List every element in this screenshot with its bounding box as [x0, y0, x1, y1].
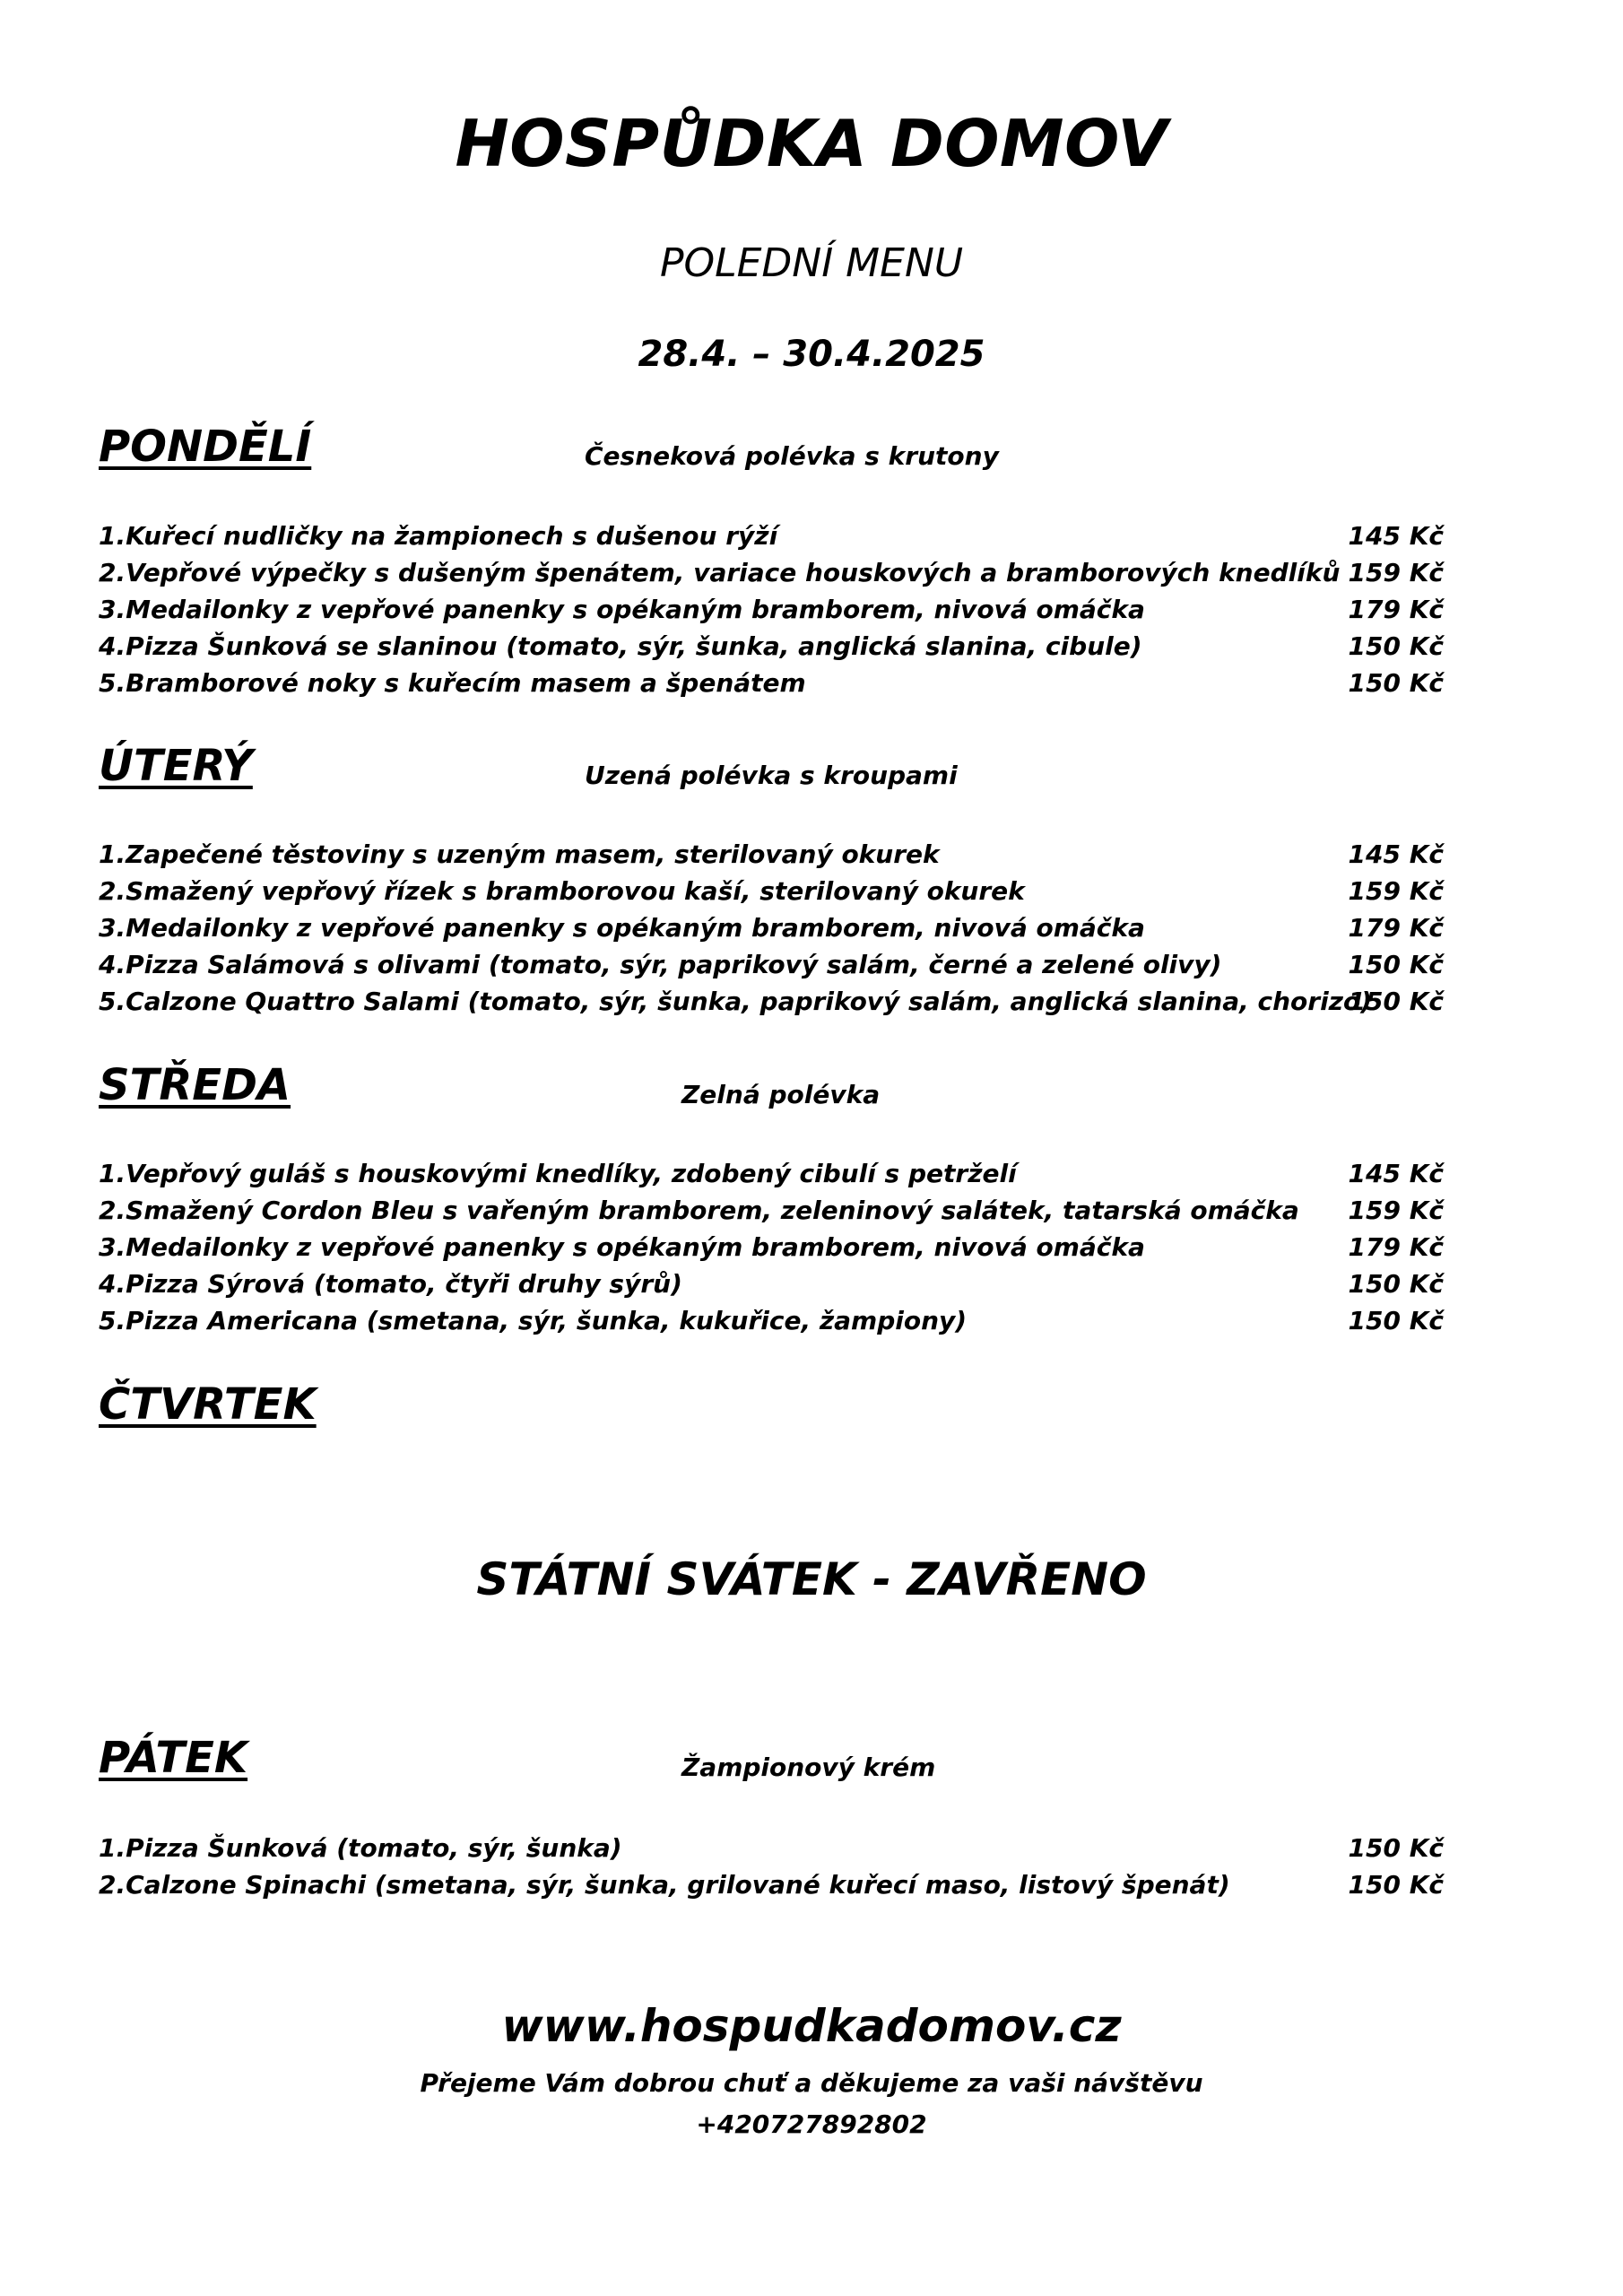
item-name: 2.Smažený vepřový řízek s bramborovou kaší, sterilovaný okurek — [99, 876, 1025, 906]
soup-friday: Žampionový krém — [681, 1752, 936, 1782]
menu-item — [99, 1155, 1444, 1192]
item-name: 1.Kuřecí nudličky na žampionech s dušenou rýží — [99, 521, 778, 551]
item-name: 4.Pizza Sýrová (tomato, čtyři druhy sýrů) — [99, 1269, 682, 1299]
menu-item — [99, 665, 1444, 701]
item-name: 2.Calzone Spinachi (smetana, sýr, šunka, grilované kuřecí maso, listový špenát) — [99, 1870, 1230, 1900]
menu-item — [99, 946, 1444, 983]
item-name: 5.Bramborové noky s kuřecím masem a špenátem — [99, 668, 806, 698]
soup-monday: Česneková polévka s krutony — [585, 441, 999, 471]
menu-item — [99, 628, 1444, 665]
day-heading-thursday: ČTVRTEK — [99, 1379, 317, 1430]
item-price: 150 Kč — [1348, 631, 1444, 661]
item-price: 179 Kč — [1348, 595, 1444, 624]
menu-list-monday — [99, 517, 1444, 701]
menu-item — [99, 909, 1444, 946]
menu-item — [99, 836, 1444, 873]
soup-wednesday: Zelná polévka — [681, 1080, 881, 1109]
menu-item — [99, 517, 1444, 554]
restaurant-title: HOSPŮDKA DOMOV — [455, 106, 1168, 181]
item-price: 159 Kč — [1348, 1196, 1444, 1225]
menu-item — [99, 873, 1444, 909]
holiday-notice: STÁTNÍ SVÁTEK - ZAVŘENO — [476, 1553, 1147, 1605]
item-name: 4.Pizza Salámová s olivami (tomato, sýr, paprikový salám, černé a zelené olivy) — [99, 950, 1222, 979]
menu-dates: 28.4. – 30.4.2025 — [638, 334, 985, 375]
item-name: 5.Pizza Americana (smetana, sýr, šunka, kukuřice, žampiony) — [99, 1306, 968, 1335]
menu-item — [99, 554, 1444, 591]
menu-list-tuesday — [99, 836, 1444, 1020]
menu-item — [99, 1866, 1444, 1903]
item-name: 3.Medailonky z vepřové panenky s opékaným bramborem, nivová omáčka — [99, 913, 1145, 943]
item-price: 159 Kč — [1348, 558, 1444, 587]
menu-subtitle: POLEDNÍ MENU — [659, 240, 964, 286]
website-link[interactable]: www.hospudkadomov.cz — [501, 2000, 1122, 2052]
item-name: 1.Vepřový guláš s houskovými knedlíky, zdobený cibulí s petrželí — [99, 1159, 1017, 1188]
item-price: 179 Kč — [1348, 1232, 1444, 1262]
item-name: 2.Vepřové výpečky s dušeným špenátem, variace houskových a bramborových knedlíků — [99, 558, 1341, 587]
item-name: 3.Medailonky z vepřové panenky s opékaným bramborem, nivová omáčka — [99, 1232, 1145, 1262]
soup-tuesday: Uzená polévka s kroupami — [585, 761, 958, 790]
thanks-message: Přejeme Vám dobrou chuť a děkujeme za vaši návštěvu — [420, 2068, 1203, 2098]
menu-item — [99, 983, 1444, 1020]
day-heading-monday: PONDĚLÍ — [99, 422, 312, 472]
menu-list-wednesday — [99, 1155, 1444, 1339]
item-price: 145 Kč — [1348, 521, 1444, 551]
item-price: 150 Kč — [1348, 950, 1444, 979]
item-price: 150 Kč — [1348, 668, 1444, 698]
item-price: 150 Kč — [1348, 1833, 1444, 1863]
item-price: 150 Kč — [1348, 1269, 1444, 1299]
item-price: 145 Kč — [1348, 1159, 1444, 1188]
menu-item — [99, 1229, 1444, 1265]
item-price: 145 Kč — [1348, 839, 1444, 869]
item-price: 159 Kč — [1348, 876, 1444, 906]
menu-item — [99, 1830, 1444, 1866]
day-heading-tuesday: ÚTERÝ — [99, 741, 253, 791]
item-name: 2.Smažený Cordon Bleu s vařeným bramborem, zeleninový salátek, tatarská omáčka — [99, 1196, 1299, 1225]
item-price: 150 Kč — [1348, 1306, 1444, 1335]
item-name: 4.Pizza Šunková se slaninou (tomato, sýr, šunka, anglická slanina, cibule) — [99, 631, 1142, 661]
item-price: 150 Kč — [1348, 1870, 1444, 1900]
day-heading-wednesday: STŘEDA — [99, 1060, 291, 1110]
menu-list-friday — [99, 1830, 1444, 1903]
item-name: 3.Medailonky z vepřové panenky s opékaným bramborem, nivová omáčka — [99, 595, 1145, 624]
item-price: 150 Kč — [1348, 987, 1444, 1016]
menu-item — [99, 591, 1444, 628]
menu-item — [99, 1302, 1444, 1339]
menu-item — [99, 1192, 1444, 1229]
phone-number: +420727892802 — [696, 2109, 927, 2139]
item-name: 1.Pizza Šunková (tomato, sýr, šunka) — [99, 1833, 622, 1863]
item-name: 1.Zapečené těstoviny s uzeným masem, sterilovaný okurek — [99, 839, 940, 869]
item-price: 179 Kč — [1348, 913, 1444, 943]
day-heading-friday: PÁTEK — [99, 1733, 248, 1783]
item-name: 5.Calzone Quattro Salami (tomato, sýr, šunka, paprikový salám, anglická slanina, chorizo) — [99, 987, 1373, 1016]
menu-item — [99, 1265, 1444, 1302]
